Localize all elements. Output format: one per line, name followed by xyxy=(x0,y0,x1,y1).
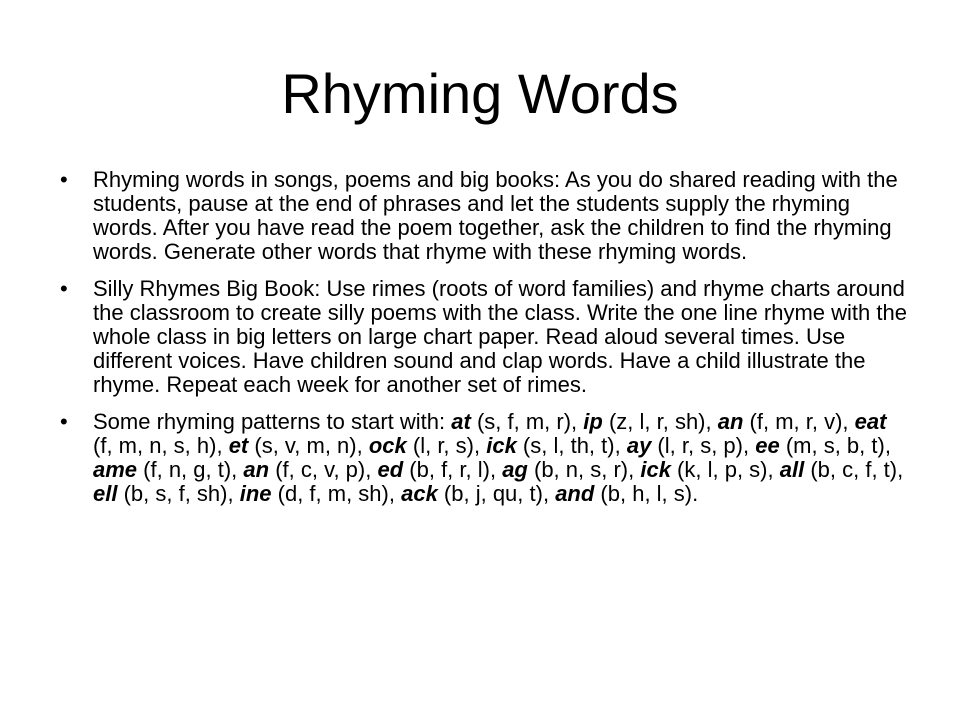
bullet-text: Silly Rhymes Big Book: Use rimes (roots of word families) and rhyme charts around the classroom to create silly poems with the class. Write the one line rhyme with the whole class in big letters on large chart paper. Read aloud several times. Use different voices. Have children sound and clap words. Have a child illustrate the rhyme. Repeat each week for another set of rimes. xyxy=(93,276,907,397)
rime-letters: (b, s, f, sh), xyxy=(117,481,240,506)
bullet-icon: • xyxy=(60,276,68,301)
rime-pattern: ick xyxy=(640,457,671,482)
rime-letters: (l, r, s), xyxy=(406,433,487,458)
rime-letters: (f, m, r, v), xyxy=(743,409,855,434)
rime-pattern: ip xyxy=(583,409,603,434)
rime-letters: (f, c, v, p), xyxy=(269,457,378,482)
rime-letters: (k, l, p, s), xyxy=(670,457,780,482)
bullet-icon: • xyxy=(60,409,68,434)
rime-pattern: ed xyxy=(377,457,404,482)
rime-letters: (f, n, g, t), xyxy=(137,457,244,482)
rime-pattern: ay xyxy=(626,433,652,458)
bullet-item-rhyming-patterns xyxy=(60,410,910,506)
rime-letters: (b, f, r, l), xyxy=(403,457,503,482)
rime-pattern: et xyxy=(228,433,249,458)
rime-pattern: ick xyxy=(486,433,517,458)
patterns-text xyxy=(93,409,903,506)
rime-letters: (b, n, s, r), xyxy=(527,457,641,482)
slide-title: Rhyming Words xyxy=(281,62,679,125)
rime-pattern: ame xyxy=(93,457,138,482)
rime-pattern: and xyxy=(555,481,595,506)
rime-letters: (b, h, l, s). xyxy=(594,481,699,506)
rime-letters: (b, c, f, t), xyxy=(804,457,904,482)
rime-letters: (b, j, qu, t), xyxy=(437,481,556,506)
rime-pattern: an xyxy=(243,457,270,482)
rime-letters: (d, f, m, sh), xyxy=(271,481,402,506)
rime-pattern: at xyxy=(451,409,471,434)
rime-pattern: ag xyxy=(502,457,528,482)
bullet-list xyxy=(60,168,910,519)
rime-letters: (l, r, s, p), xyxy=(651,433,756,458)
bullet-icon: • xyxy=(60,167,68,192)
rime-letters: (s, f, m, r), xyxy=(470,409,584,434)
rime-letters: (z, l, r, sh), xyxy=(602,409,718,434)
rime-letters: (f, m, n, s, h), xyxy=(93,433,229,458)
rime-pattern: ee xyxy=(755,433,780,458)
rime-pattern: ock xyxy=(368,433,407,458)
rime-pattern: an xyxy=(717,409,744,434)
rime-letters: (s, v, m, n), xyxy=(248,433,369,458)
rime-letters: (m, s, b, t), xyxy=(779,433,891,458)
bullet-item-shared-reading xyxy=(60,168,910,264)
rime-letters: (s, l, th, t), xyxy=(516,433,627,458)
rime-pattern: ell xyxy=(93,481,118,506)
rime-pattern: eat xyxy=(854,409,887,434)
rime-pattern: ine xyxy=(239,481,272,506)
rime-pattern: ack xyxy=(401,481,438,506)
bullet-text: Rhyming words in songs, poems and big books: As you do shared reading with the students, pause at the end of phrases and let the students supply the rhyming words. After you have read the poem together, ask the children to find the rhyming words. Generate other words that rhyme with these rhyming words. xyxy=(93,167,898,264)
patterns-intro: Some rhyming patterns to start with: xyxy=(93,409,452,434)
bullet-item-silly-rhymes xyxy=(60,277,910,397)
rime-pattern: all xyxy=(779,457,805,482)
